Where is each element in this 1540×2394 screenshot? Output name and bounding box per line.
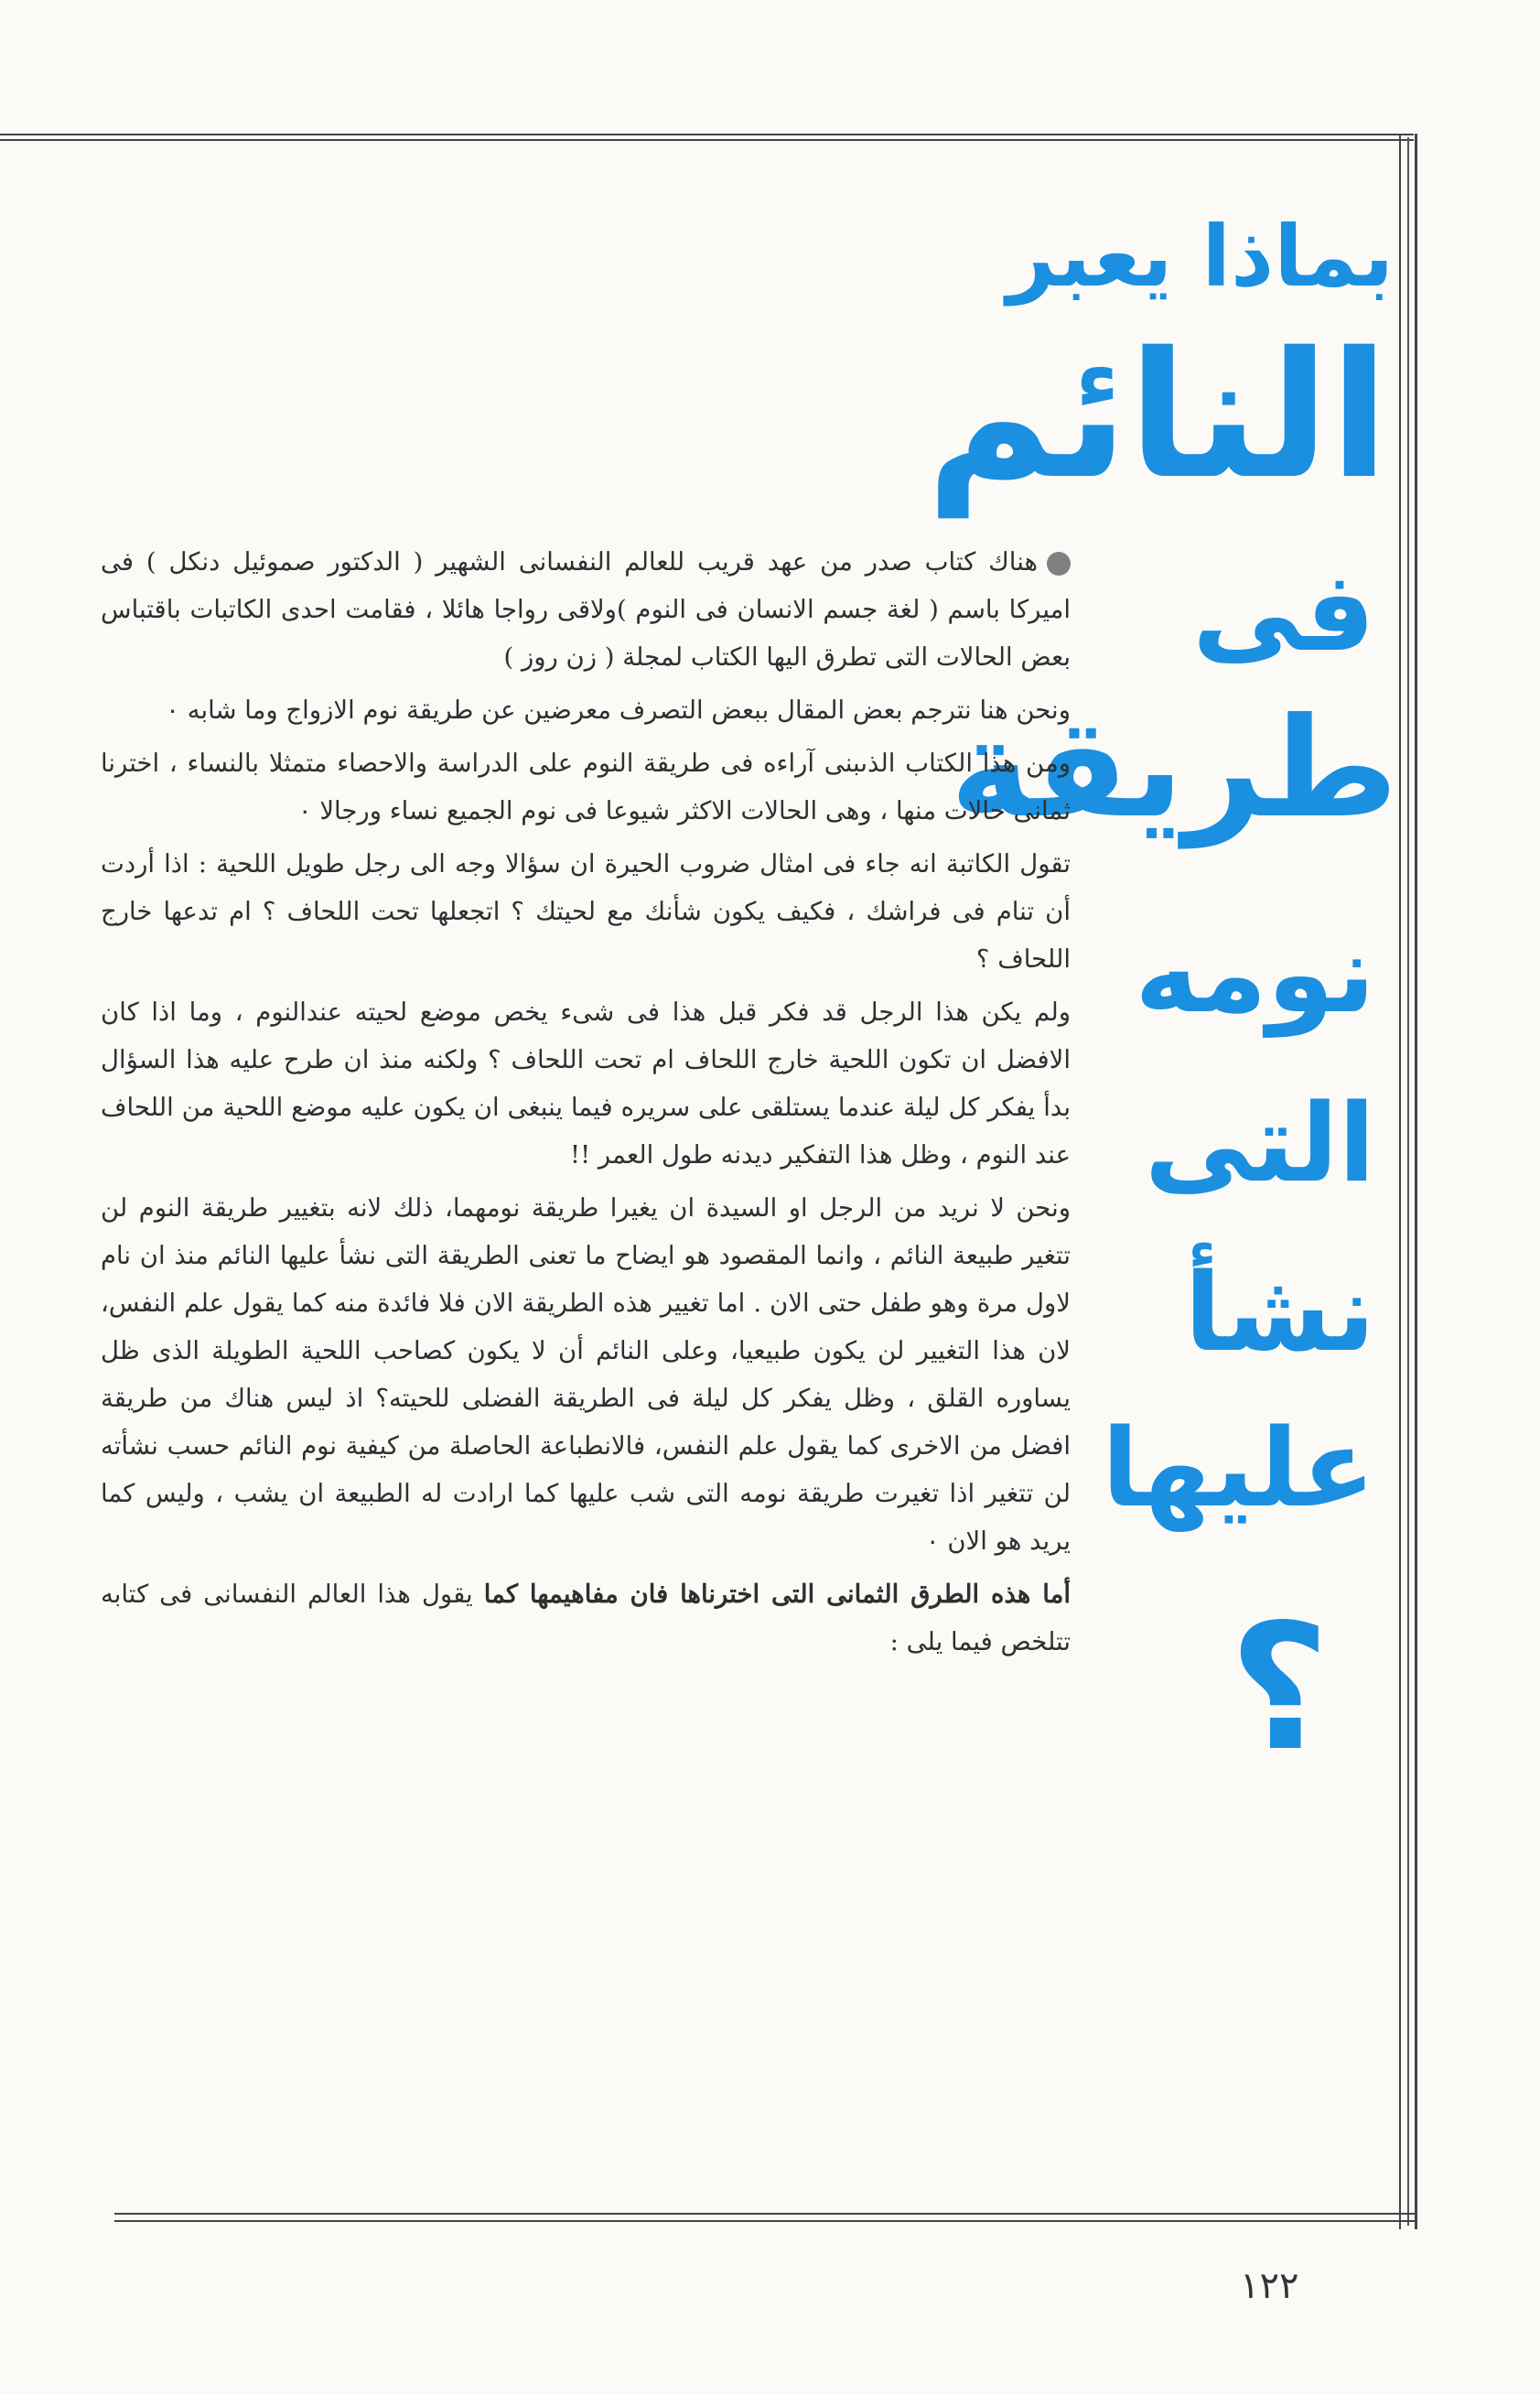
closing-normal: يقول هذا العالم النفسانى فى كتابه تتلخص فيما يلى : xyxy=(101,1580,1071,1656)
title-main: النائم xyxy=(926,315,1389,517)
article-body xyxy=(101,538,1071,1671)
closing-bold: أما هذه الطرق الثمانى التى اخترناها فان مفاهيمها كما xyxy=(483,1580,1071,1609)
title-question-mark: ؟ xyxy=(1228,1587,1330,1789)
paragraph-intro: هناك كتاب صدر من عهد قريب للعالم النفسانى الشهير ( الدكتور صموئيل دنكل ) فى اميركا باسم ( لغة جسم الانسان فى النوم )ولاقى رواجا هائلا ، فقامت احدى الكاتبات باقتباس بعض الحالات التى تطرق اليها الكتاب لمجلة ( زن روز ) xyxy=(101,547,1071,672)
frame-top-border xyxy=(0,134,1414,141)
title-nasha: نشأ xyxy=(1184,1249,1375,1375)
title-fi: فى xyxy=(1192,549,1375,676)
page-number: ١٢٢ xyxy=(1240,2265,1299,2307)
title-alayha: عليها xyxy=(1101,1405,1375,1531)
paragraph-5: ولم يكن هذا الرجل قد فكر قبل هذا فى شىء يخص موضع لحيته عندالنوم ، وما اذا كان الافضل ان تكون اللحية خارج اللحاف ام تحت اللحاف ؟ ولكنه منذ ان طرح عليه هذا السؤال بدأ يفكر كل ليلة عندما يستلقى على سريره فيما ينبغى ان يكون عليه موضع اللحية من اللحاف عند النوم ، وظل هذا التفكير ديدنه طول العمر !! xyxy=(101,998,1071,1170)
title-tariqa: طريقة xyxy=(950,689,1398,848)
title-prefix: بماذا يعبر xyxy=(1007,208,1394,306)
paragraph-4: تقول الكاتبة انه جاء فى امثال ضروب الحيرة ان سؤالا وجه الى رجل طويل اللحية : اذا أردت أن تنام فى فراشك ، فكيف يكون شأنك مع لحيتك ؟ اتجعلها تحت اللحاف ؟ ام تدعها خارج اللحاف ؟ xyxy=(101,849,1071,974)
paragraph-2: ونحن هنا نترجم بعض المقال ببعض التصرف معرضين عن طريقة نوم الازواج وما شابه ٠ xyxy=(166,696,1071,725)
frame-bottom-border xyxy=(114,2213,1417,2222)
paragraph-closing xyxy=(101,1570,1071,1666)
frame-right-inner-line xyxy=(1407,137,1409,2226)
bullet-icon xyxy=(1047,552,1071,576)
title-nawmih: نومه xyxy=(1135,911,1375,1037)
title-allati: التى xyxy=(1144,1080,1375,1206)
paragraph-6: ونحن لا نريد من الرجل او السيدة ان يغيرا طريقة نومهما، ذلك لانه بتغيير طريقة النوم لن تتغير طبيعة النائم ، وانما المقصود هو ايضاح ما تعنى الطريقة التى نشأ عليها النائم منذ ان نام لاول مرة وهو طفل حتى الان . اما تغيير هذه الطريقة الان فلا فائدة منه كما يقول علم النفس، لان هذا التغيير لن يكون طبيعيا، وعلى النائم أن لا يكون كصاحب اللحية الطويلة الذى ظل يساوره القلق ، وظل يفكر كل ليلة فى الطريقة الفضلى للحيته؟ اذ ليس هناك من طريقة افضل من الاخرى كما يقول علم النفس، فالانطباعة الحاصلة من كيفية نوم النائم حسب نشأته لن تتغير اذا تغيرت طريقة نومه التى شب عليها كما ارادت له الطبيعة ان يشب ، وليس كما يريد هو الان ٠ xyxy=(101,1193,1071,1556)
paragraph-3: ومن هذا الكتاب الذىبنى آراءه فى طريقة النوم على الدراسة والاحصاء متمثلا بالنساء ، اخترنا ثمانى حالات منها ، وهى الحالات الاكثر شيوعا فى نوم الجميع نساء ورجالا ٠ xyxy=(101,749,1071,825)
